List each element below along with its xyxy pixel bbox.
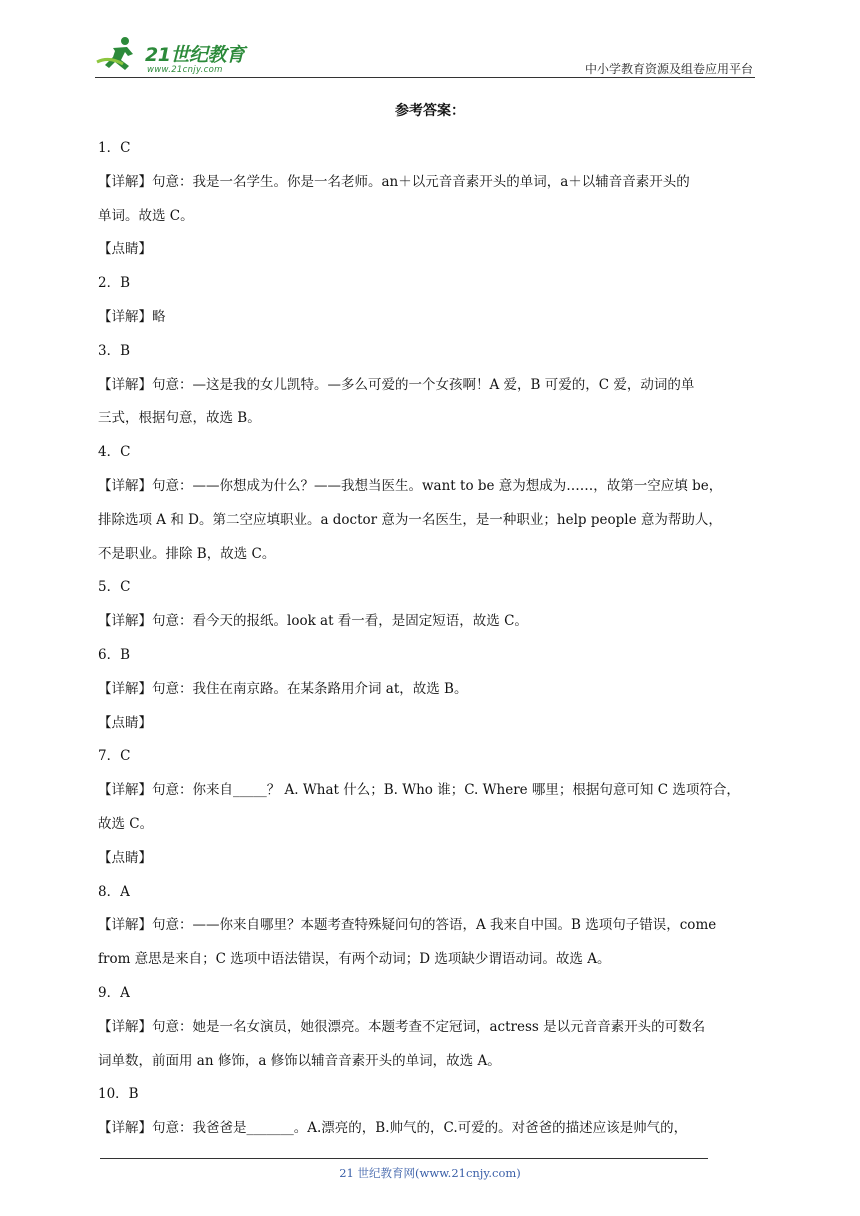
- answer-explanation-line: 【详解】句意：我住在南京路。在某条路用介词 at，故选 B。: [98, 680, 468, 697]
- answer-explanation-line: 排除选项 A 和 D。第二空应填职业。a doctor 意为一名医生，是一种职业；help people 意为帮助人，: [98, 511, 722, 528]
- answer-explanation-line: 【详解】句意：我是一名学生。你是一名老师。an＋以元音音素开头的单词，a＋以辅音音素开头的: [98, 173, 690, 190]
- footer-text: 21 世纪教育网(www.21cnjy.com): [339, 1166, 521, 1180]
- answer-explanation-line: 【详解】句意：—这是我的女儿凯特。—多么可爱的一个女孩啊！A 爱，B 可爱的，C 爱，动词的单: [98, 376, 695, 393]
- answer-content: [98, 100, 762, 1146]
- site-logo: [95, 34, 265, 74]
- answer-explanation-line: from 意思是来自；C 选项中语法错误，有两个动词；D 选项缺少谓语动词。故选 A。: [98, 951, 611, 968]
- answer-explanation-line: 【点睛】: [98, 714, 152, 731]
- answer-number: 5．C: [98, 579, 131, 596]
- header-divider: [95, 77, 755, 78]
- platform-name: 中小学教育资源及组卷应用平台: [584, 62, 753, 76]
- answer-number: 9．A: [98, 984, 130, 1001]
- answer-explanation-line: 单词。故选 C。: [98, 207, 194, 224]
- answer-number: 7．C: [98, 748, 131, 765]
- logo-url: www.21cnjy.com: [147, 65, 223, 75]
- answer-explanation-line: 【详解】句意：你来自_____？ A. What 什么；B. Who 谁；C. Where 哪里；根据句意可知 C 选项符合，: [98, 782, 740, 799]
- runner-logo-icon: [95, 34, 145, 74]
- answer-number: 8．A: [98, 883, 130, 900]
- footer-divider: [100, 1158, 708, 1159]
- answer-number: 10．B: [98, 1086, 139, 1103]
- answer-explanation-line: 三式，根据句意，故选 B。: [98, 410, 261, 427]
- answer-explanation-line: 故选 C。: [98, 815, 154, 832]
- answer-number: 6．B: [98, 646, 131, 663]
- answer-number: 1．C: [98, 140, 131, 156]
- answer-explanation-line: 【详解】句意：我爸爸是_______。A.漂亮的，B.帅气的，C.可爱的。对爸爸的描述应该是帅气的，: [98, 1120, 688, 1137]
- answer-number: 4．C: [98, 444, 131, 461]
- answer-explanation-line: 【详解】句意：——你想成为什么？——我想当医生。want to be 意为想成为……，故第一空应填 be，: [98, 477, 723, 494]
- answer-explanation-line: 【点睛】: [98, 241, 152, 258]
- answer-explanation-line: 不是职业。排除 B，故选 C。: [98, 545, 276, 562]
- page-header: [95, 30, 755, 78]
- answer-explanation-line: 【详解】句意：她是一名女演员，她很漂亮。本题考查不定冠词，actress 是以元音音素开头的可数名: [98, 1018, 706, 1035]
- answer-explanation-line: 【详解】句意：看今天的报纸。look at 看一看，是固定短语，故选 C。: [98, 613, 528, 630]
- answer-number: 3．B: [98, 342, 131, 359]
- answer-explanation-line: 【点睛】: [98, 849, 152, 866]
- answer-explanation-line: 【详解】句意：——你来自哪里？本题考查特殊疑问句的答语，A 我来自中国。B 选项句子错误，come: [98, 917, 717, 934]
- answer-number: 2．B: [98, 275, 131, 292]
- answer-list: [98, 132, 762, 1146]
- answer-explanation-line: 【详解】略: [98, 308, 166, 325]
- logo-text: 21世纪教育: [145, 44, 245, 66]
- page-title: 参考答案：: [395, 103, 465, 119]
- answer-explanation-line: 词单数，前面用 an 修饰，a 修饰以辅音音素开头的单词，故选 A。: [98, 1052, 501, 1069]
